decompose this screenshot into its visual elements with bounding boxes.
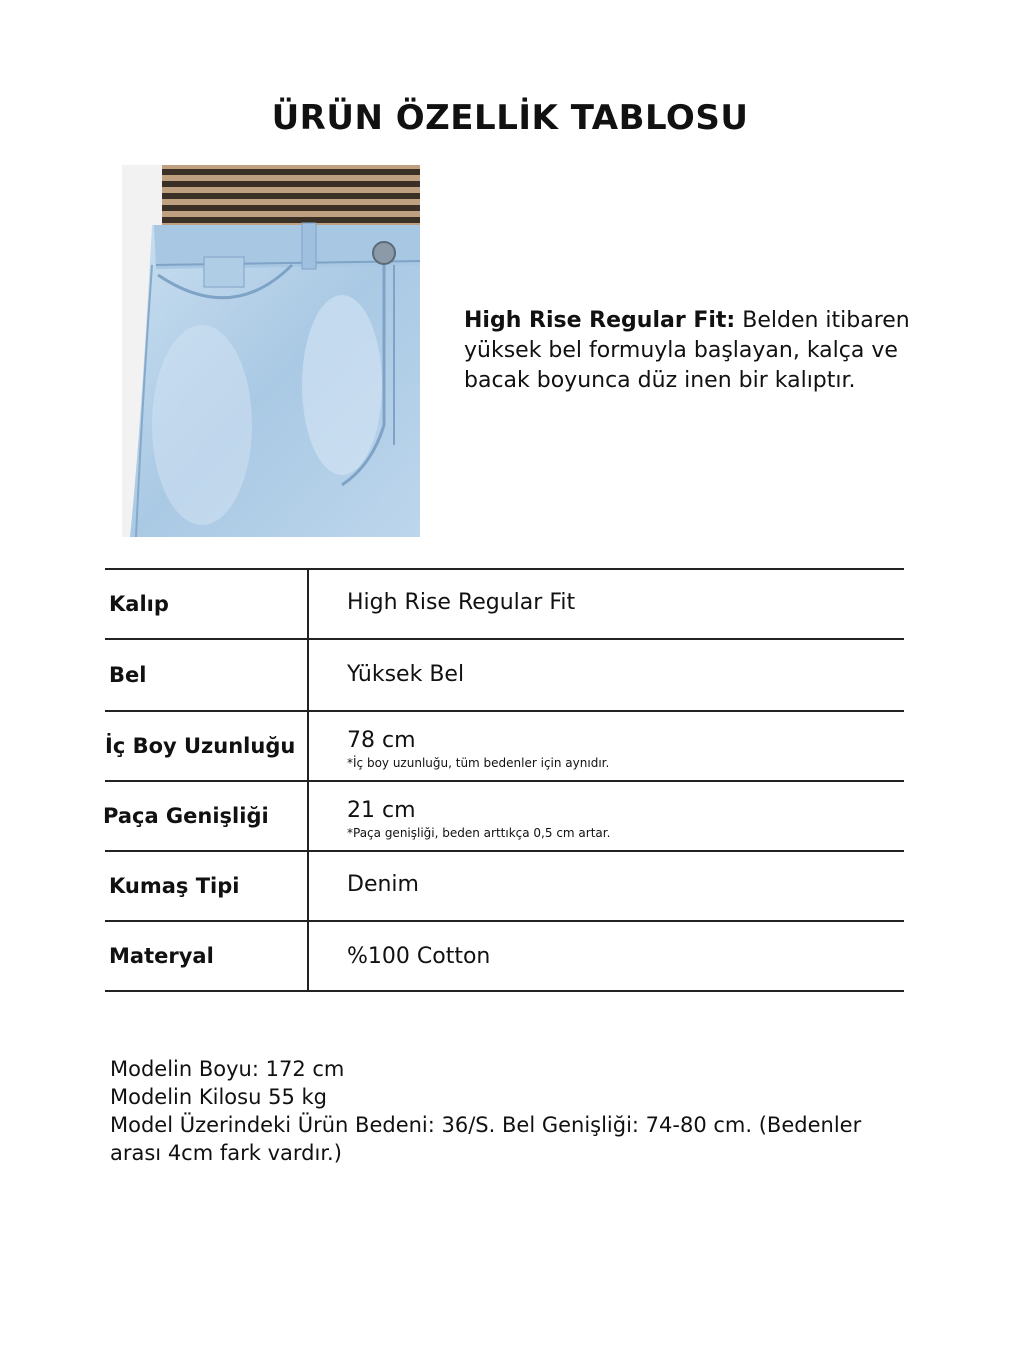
spec-row-paca xyxy=(105,782,904,852)
spec-row-kumas xyxy=(105,852,904,922)
spec-label: Kalıp xyxy=(109,592,169,616)
spec-label: Bel xyxy=(109,663,147,687)
column-divider xyxy=(307,570,309,638)
fit-description-text: Belden itibaren yüksek bel formuyla başlayan, kalça ve bacak boyunca düz inen bir kalıptır. xyxy=(464,308,910,393)
spec-label: Paça Genişliği xyxy=(103,804,269,828)
product-photo xyxy=(122,165,420,537)
model-height: Modelin Boyu: 172 cm xyxy=(110,1057,345,1081)
spec-value: 78 cm xyxy=(347,728,416,753)
spec-row-kalip xyxy=(105,570,904,640)
spec-row-bel xyxy=(105,640,904,712)
model-info xyxy=(110,1055,910,1167)
model-weight: Modelin Kilosu 55 kg xyxy=(110,1085,327,1109)
spec-value: Yüksek Bel xyxy=(347,662,465,687)
fit-name: High Rise Regular Fit: xyxy=(464,308,736,333)
fit-description xyxy=(464,306,944,396)
spec-label: Materyal xyxy=(109,944,214,968)
spec-label: Kumaş Tipi xyxy=(109,874,240,898)
spec-note: *Paça genişliği, beden arttıkça 0,5 cm artar. xyxy=(347,826,611,840)
spec-table xyxy=(105,568,904,992)
spec-note: *İç boy uzunluğu, tüm bedenler için aynıdır. xyxy=(347,756,610,770)
page-title: ÜRÜN ÖZELLİK TABLOSU xyxy=(271,98,749,138)
spec-row-ic-boy xyxy=(105,712,904,782)
spec-row-materyal xyxy=(105,922,904,992)
spec-value: 21 cm xyxy=(347,798,416,823)
column-divider xyxy=(307,852,309,920)
column-divider xyxy=(307,640,309,710)
spec-label: İç Boy Uzunluğu xyxy=(105,734,296,758)
spec-value: %100 Cotton xyxy=(347,944,491,969)
column-divider xyxy=(307,922,309,990)
spec-value: Denim xyxy=(347,872,419,897)
spec-value: High Rise Regular Fit xyxy=(347,590,576,615)
column-divider xyxy=(307,782,309,850)
model-size: Model Üzerindeki Ürün Bedeni: 36/S. Bel Genişliği: 74-80 cm. (Bedenler arası 4cm fark vardır.) xyxy=(110,1113,862,1165)
column-divider xyxy=(307,712,309,780)
